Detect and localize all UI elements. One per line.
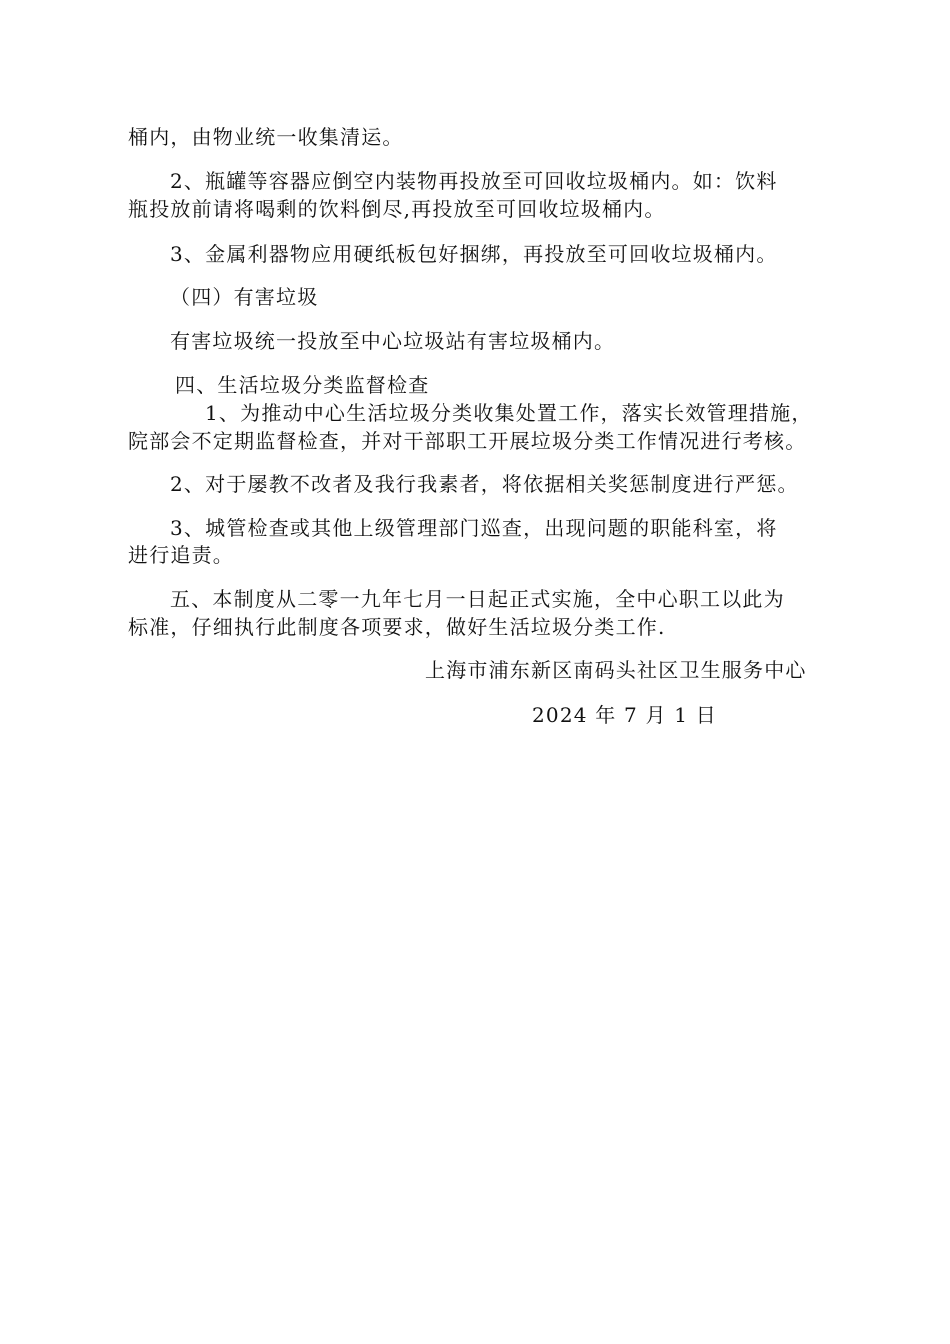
paragraph-line: 标准，仔细执行此制度各项要求，做好生活垃圾分类工作. <box>128 615 666 639</box>
paragraph-line: 2、瓶罐等容器应倒空内装物再投放至可回收垃圾桶内。如：饮料 <box>170 169 778 193</box>
paragraph-line: 瓶投放前请将喝剩的饮料倒尽,再投放至可回收垃圾桶内。 <box>128 197 666 221</box>
paragraph-line: 有害垃圾统一投放至中心垃圾站有害垃圾桶内。 <box>170 329 616 353</box>
section-heading: （四）有害垃圾 <box>170 285 319 309</box>
paragraph-line: 3、城管检查或其他上级管理部门巡查，出现问题的职能科室，将 <box>170 516 778 540</box>
signature-organization: 上海市浦东新区南码头社区卫生服务中心 <box>425 658 807 682</box>
paragraph-line: 2、对于屡教不改者及我行我素者，将依据相关奖惩制度进行严惩。 <box>170 472 799 496</box>
paragraph-line: 进行追责。 <box>128 543 234 567</box>
signature-date: 2024 年 7 月 1 日 <box>532 703 717 727</box>
paragraph-line: 桶内，由物业统一收集清运。 <box>128 125 404 149</box>
paragraph-line: 1、为推动中心生活垃圾分类收集处置工作，落实长效管理措施， <box>205 401 813 425</box>
paragraph-line: 3、金属利器物应用硬纸板包好捆绑，再投放至可回收垃圾桶内。 <box>170 242 778 266</box>
paragraph-line: 五、本制度从二零一九年七月一日起正式实施，全中心职工以此为 <box>170 587 785 611</box>
section-heading: 四、生活垃圾分类监督检查 <box>175 373 430 397</box>
paragraph-line: 院部会不定期监督检查，并对干部职工开展垃圾分类工作情况进行考核。 <box>128 429 807 453</box>
